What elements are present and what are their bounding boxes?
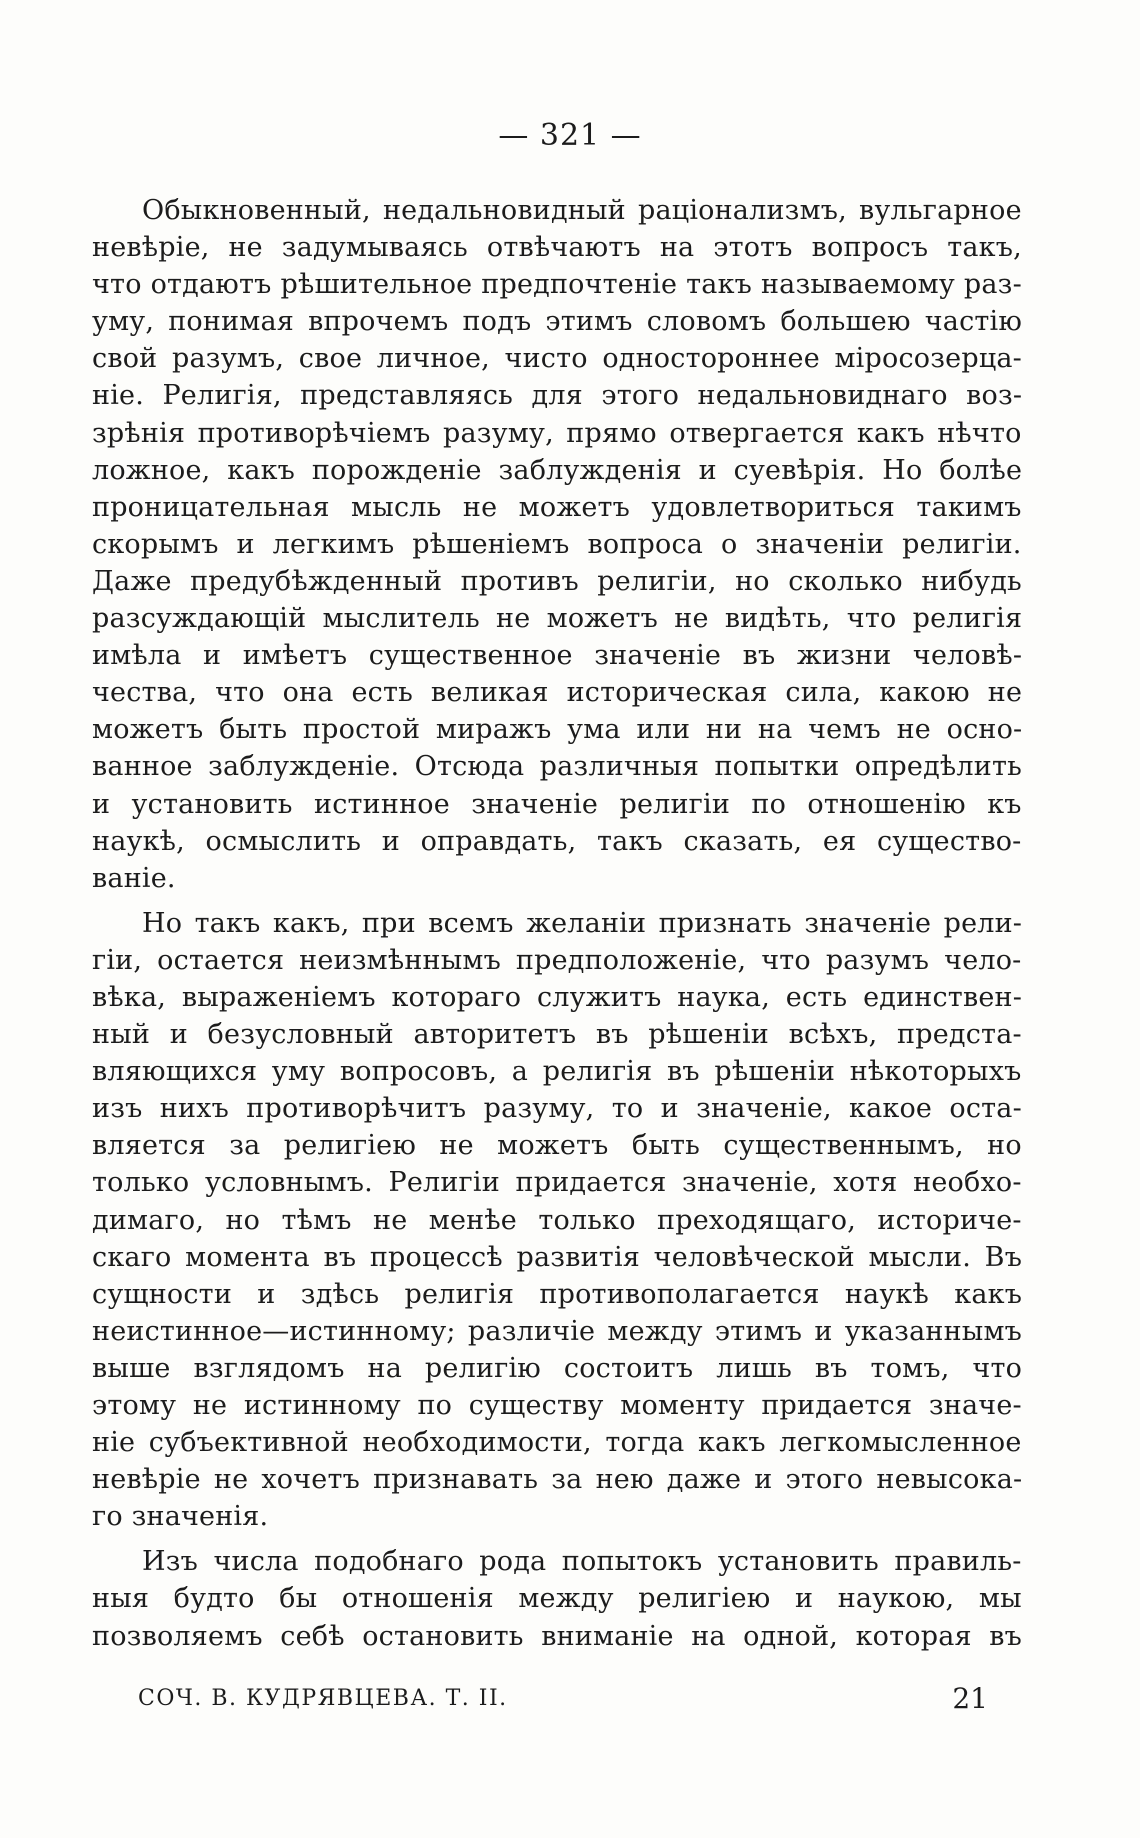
paragraph-gap [92,1535,1022,1543]
text-line: изъ нихъ противорѣчитъ разуму, то и значеніе, какое оста- [92,1093,1022,1125]
text-line: неистинное—истинному; различіе между этимъ и указаннымъ [92,1315,1022,1347]
text-line: вляющихся уму вопросовъ, а религія въ рѣшеніи нѣкоторыхъ [92,1056,1022,1088]
text-line: свой разумъ, свое личное, чисто одностороннее міросозерца- [92,343,1022,375]
text-line: ніе субъективной необходимости, тогда какъ легкомысленное [92,1427,1022,1459]
text-line: ніе. Религія, представляясь для этого недальновиднаго воз- [92,380,1022,412]
text-line: сущности и здѣсь религія противополагается наукѣ какъ [92,1278,1022,1310]
text-line: невѣріе, не задумываясь отвѣчаютъ на этотъ вопросъ такъ, [92,232,1022,264]
text-line: гіи, остается неизмѣннымъ предположеніе, что разумъ чело- [92,944,1022,976]
text-line: ванное заблужденіе. Отсюда различныя попытки опредѣлить [92,751,1022,783]
page-footer [138,1682,988,1715]
text-line: Обыкновенный, недальновидный раціонализмъ, вульгарное [142,195,1022,226]
text-line: наукѣ, осмыслить и оправдать, такъ сказать, ея существо- [92,825,1022,857]
text-line: уму, понимая впрочемъ подъ этимъ словомъ большею частію [92,306,1022,338]
text-line: выше взглядомъ на религію состоитъ лишь въ томъ, что [92,1352,1022,1384]
text-line: Но такъ какъ, при всемъ желаніи признать значеніе рели- [142,907,1022,939]
paragraph-2 [92,905,1022,1536]
text-line: невѣріе не хочетъ признавать за нею даже и этого невысока- [92,1464,1022,1496]
text-line: и установить истинное значеніе религіи по отношенію къ [92,788,1022,820]
text-line: ныя будто бы отношенія между религіею и наукою, мы [92,1583,1022,1615]
text-line: что отдаютъ рѣшительное предпочтеніе такъ называемому раз- [92,269,1022,301]
text-line: вѣка, выраженіемъ котораго служитъ наука, есть единствен- [92,981,1022,1013]
paragraph-1 [92,192,1022,897]
text-line: скорымъ и легкимъ рѣшеніемъ вопроса о значеніи религіи. [92,528,1022,560]
text-line: чества, что она есть великая историческая сила, какою не [92,677,1022,709]
text-line: позволяемъ себѣ остановить вниманіе на одной, которая въ [92,1620,1022,1652]
text-line: разсуждающій мыслитель не можетъ не видѣть, что религія [92,603,1022,635]
body-text [92,192,1022,1655]
text-line: димаго, но тѣмъ не менѣе только преходящаго, историче- [92,1204,1022,1236]
text-line: Даже предубѣжденный противъ религіи, но сколько нибудь [92,565,1022,597]
paragraph-gap [92,897,1022,905]
text-line: ваніе. [92,862,176,894]
text-line: скаго момента въ процессѣ развитія человѣческой мысли. Въ [92,1241,1022,1273]
text-line: имѣла и имѣетъ существенное значеніе въ жизни человѣ- [92,640,1022,672]
text-line: вляется за религіею не можетъ быть существеннымъ, но [92,1130,1022,1162]
text-line: го значенія. [92,1501,269,1533]
page-number: — 321 — [498,118,642,153]
signature-mark: 21 [952,1682,988,1715]
text-line: только условнымъ. Религіи придается значеніе, хотя необхо- [92,1167,1022,1199]
text-line: можетъ быть простой миражъ ума или ни на чемъ не осно- [92,714,1022,746]
text-line: ный и безусловный авторитетъ въ рѣшеніи всѣхъ, предста- [92,1019,1022,1051]
text-line: Изъ числа подобнаго рода попытокъ установить правиль- [142,1546,1022,1578]
text-line: зрѣнія противорѣчіемъ разуму, прямо отвергается какъ нѣчто [92,417,1022,449]
paragraph-3 [92,1543,1022,1654]
text-line: этому не истинному по существу моменту придается значе- [92,1390,1022,1421]
text-line: ложное, какъ порожденіе заблужденія и суевѣрія. Но болѣе [92,454,1022,486]
footer-note: СОЧ. В. КУДРЯВЦЕВА. Т. II. [138,1686,508,1711]
text-line: проницательная мысль не можетъ удовлетвориться такимъ [92,491,1022,523]
